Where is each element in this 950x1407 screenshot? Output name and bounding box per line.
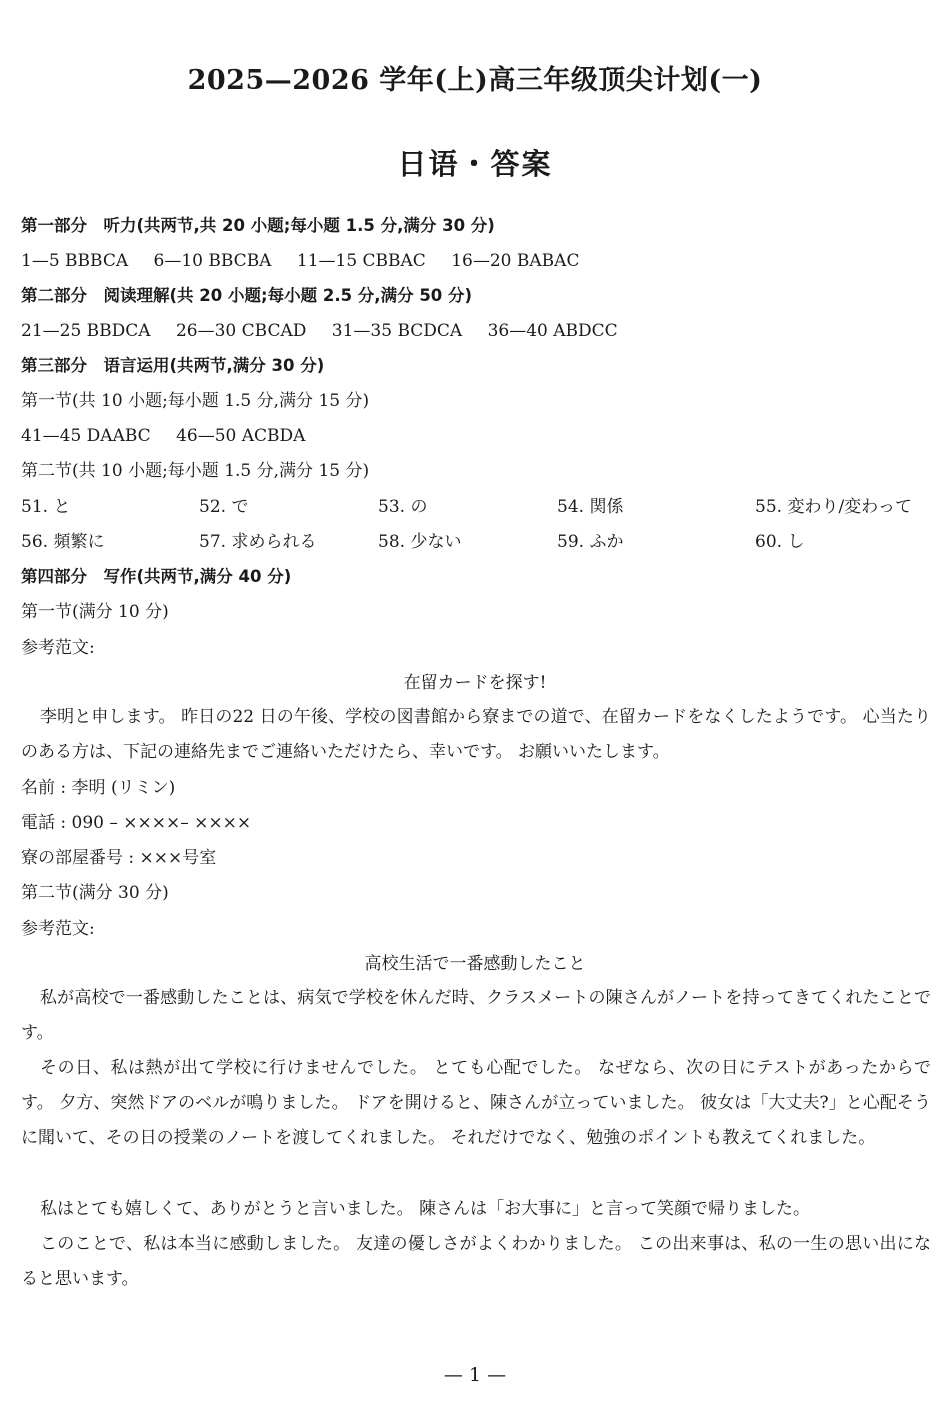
answer-group: 31—35 BCDCA — [331, 321, 463, 341]
answer-group: 21—25 BBDCA — [21, 321, 151, 341]
answer-item: 51. と — [21, 497, 71, 517]
part3-heading: 第三部分 语言运用(共两节,满分 30 分) — [21, 356, 325, 375]
essay2-paragraph: 私はとても嬉しくて、ありがとうと言いました。 陳さんは「お大事に」と言って笑顔で帰りました。 — [40, 1199, 811, 1219]
essay1-title: 在留カードを探す! — [403, 673, 547, 693]
answer-item: 57. 求められる — [199, 532, 317, 552]
answer-group: 26—30 CBCAD — [175, 321, 307, 341]
answer-item: 54. 関係 — [557, 497, 624, 517]
answer-group: 11—15 CBBAC — [296, 251, 426, 271]
part1-answers — [21, 250, 579, 272]
essay2-paragraph: このことで、私は本当に感動しました。 友達の優しさがよくわかりました。 この出来事は、私の一生の思い出になると思います。 — [21, 1234, 931, 1289]
contact-name: 名前 : 李明 (リミン) — [21, 778, 176, 798]
answer-group: 36—40 ABDCC — [487, 321, 618, 341]
answer-item: 55. 変わり/変わって — [755, 497, 912, 517]
essay1-paragraph: 李明と申します。 昨日の22 日の午後、学校の図書館から寮までの道で、在留カードをなくしたようです。 心当たりのある方は、下記の連絡先までご連絡いただけたら、幸いです。 お願いいたします。 — [21, 707, 931, 762]
essay2-paragraph: その日、私は熱が出て学校に行けませんでした。 とても心配でした。 なぜなら、次の日にテストがあったからです。 夕方、突然ドアのベルが鳴りました。 ドアを開けると、陳さんが立っていました。 彼女は「大丈夫?」と心配そうに聞いて、その日の授業のノートを渡してくれました。 それだけでなく、勉強のポイントも教えてくれました。 — [21, 1058, 931, 1148]
part4-section2-heading: 第二节(满分 30 分) — [21, 883, 169, 903]
answer-item: 59. ふか — [557, 532, 624, 552]
answer-group: 1—5 BBBCA — [21, 251, 129, 271]
part3-section1-heading: 第一节(共 10 小题;每小题 1.5 分,满分 15 分) — [21, 391, 370, 411]
part4-heading: 第四部分 写作(共两节,满分 40 分) — [21, 567, 292, 586]
part2-answers — [21, 320, 618, 342]
answer-item: 53. の — [378, 497, 428, 517]
part2-heading: 第二部分 阅读理解(共 20 小题;每小题 2.5 分,满分 50 分) — [21, 286, 473, 305]
reference-label: 参考范文: — [21, 638, 95, 658]
page-title: 2025—2026 学年(上)高三年级顶尖计划(一) — [187, 65, 763, 96]
answer-item: 60. し — [755, 532, 805, 552]
answer-group: 16—20 BABAC — [451, 251, 580, 271]
part3-section1-answers — [21, 425, 305, 447]
answer-item: 58. 少ない — [378, 532, 462, 552]
essay2-title: 高校生活で一番感動したこと — [364, 954, 586, 974]
reference-label: 参考范文: — [21, 919, 95, 939]
part4-section1-heading: 第一节(满分 10 分) — [21, 602, 169, 622]
answer-group: 46—50 ACBDA — [176, 426, 306, 446]
answer-group: 41—45 DAABC — [21, 426, 151, 446]
answer-item: 56. 頻繁に — [21, 532, 105, 552]
page-number: — 1 — — [443, 1364, 507, 1386]
part3-section2-heading: 第二节(共 10 小题;每小题 1.5 分,满分 15 分) — [21, 461, 370, 481]
answer-group: 6—10 BBCBA — [153, 251, 272, 271]
part1-heading: 第一部分 听力(共两节,共 20 小题;每小题 1.5 分,满分 30 分) — [21, 216, 495, 235]
page-subtitle: 日语・答案 — [397, 147, 553, 181]
answer-item: 52. で — [199, 497, 249, 517]
contact-phone: 電話 : 090 – ××××– ×××× — [21, 813, 252, 833]
essay2-paragraph: 私が高校で一番感動したことは、病気で学校を休んだ時、クラスメートの陳さんがノートを持ってきてくれたことです。 — [21, 988, 931, 1043]
contact-room: 寮の部屋番号 : ×××号室 — [21, 848, 217, 868]
